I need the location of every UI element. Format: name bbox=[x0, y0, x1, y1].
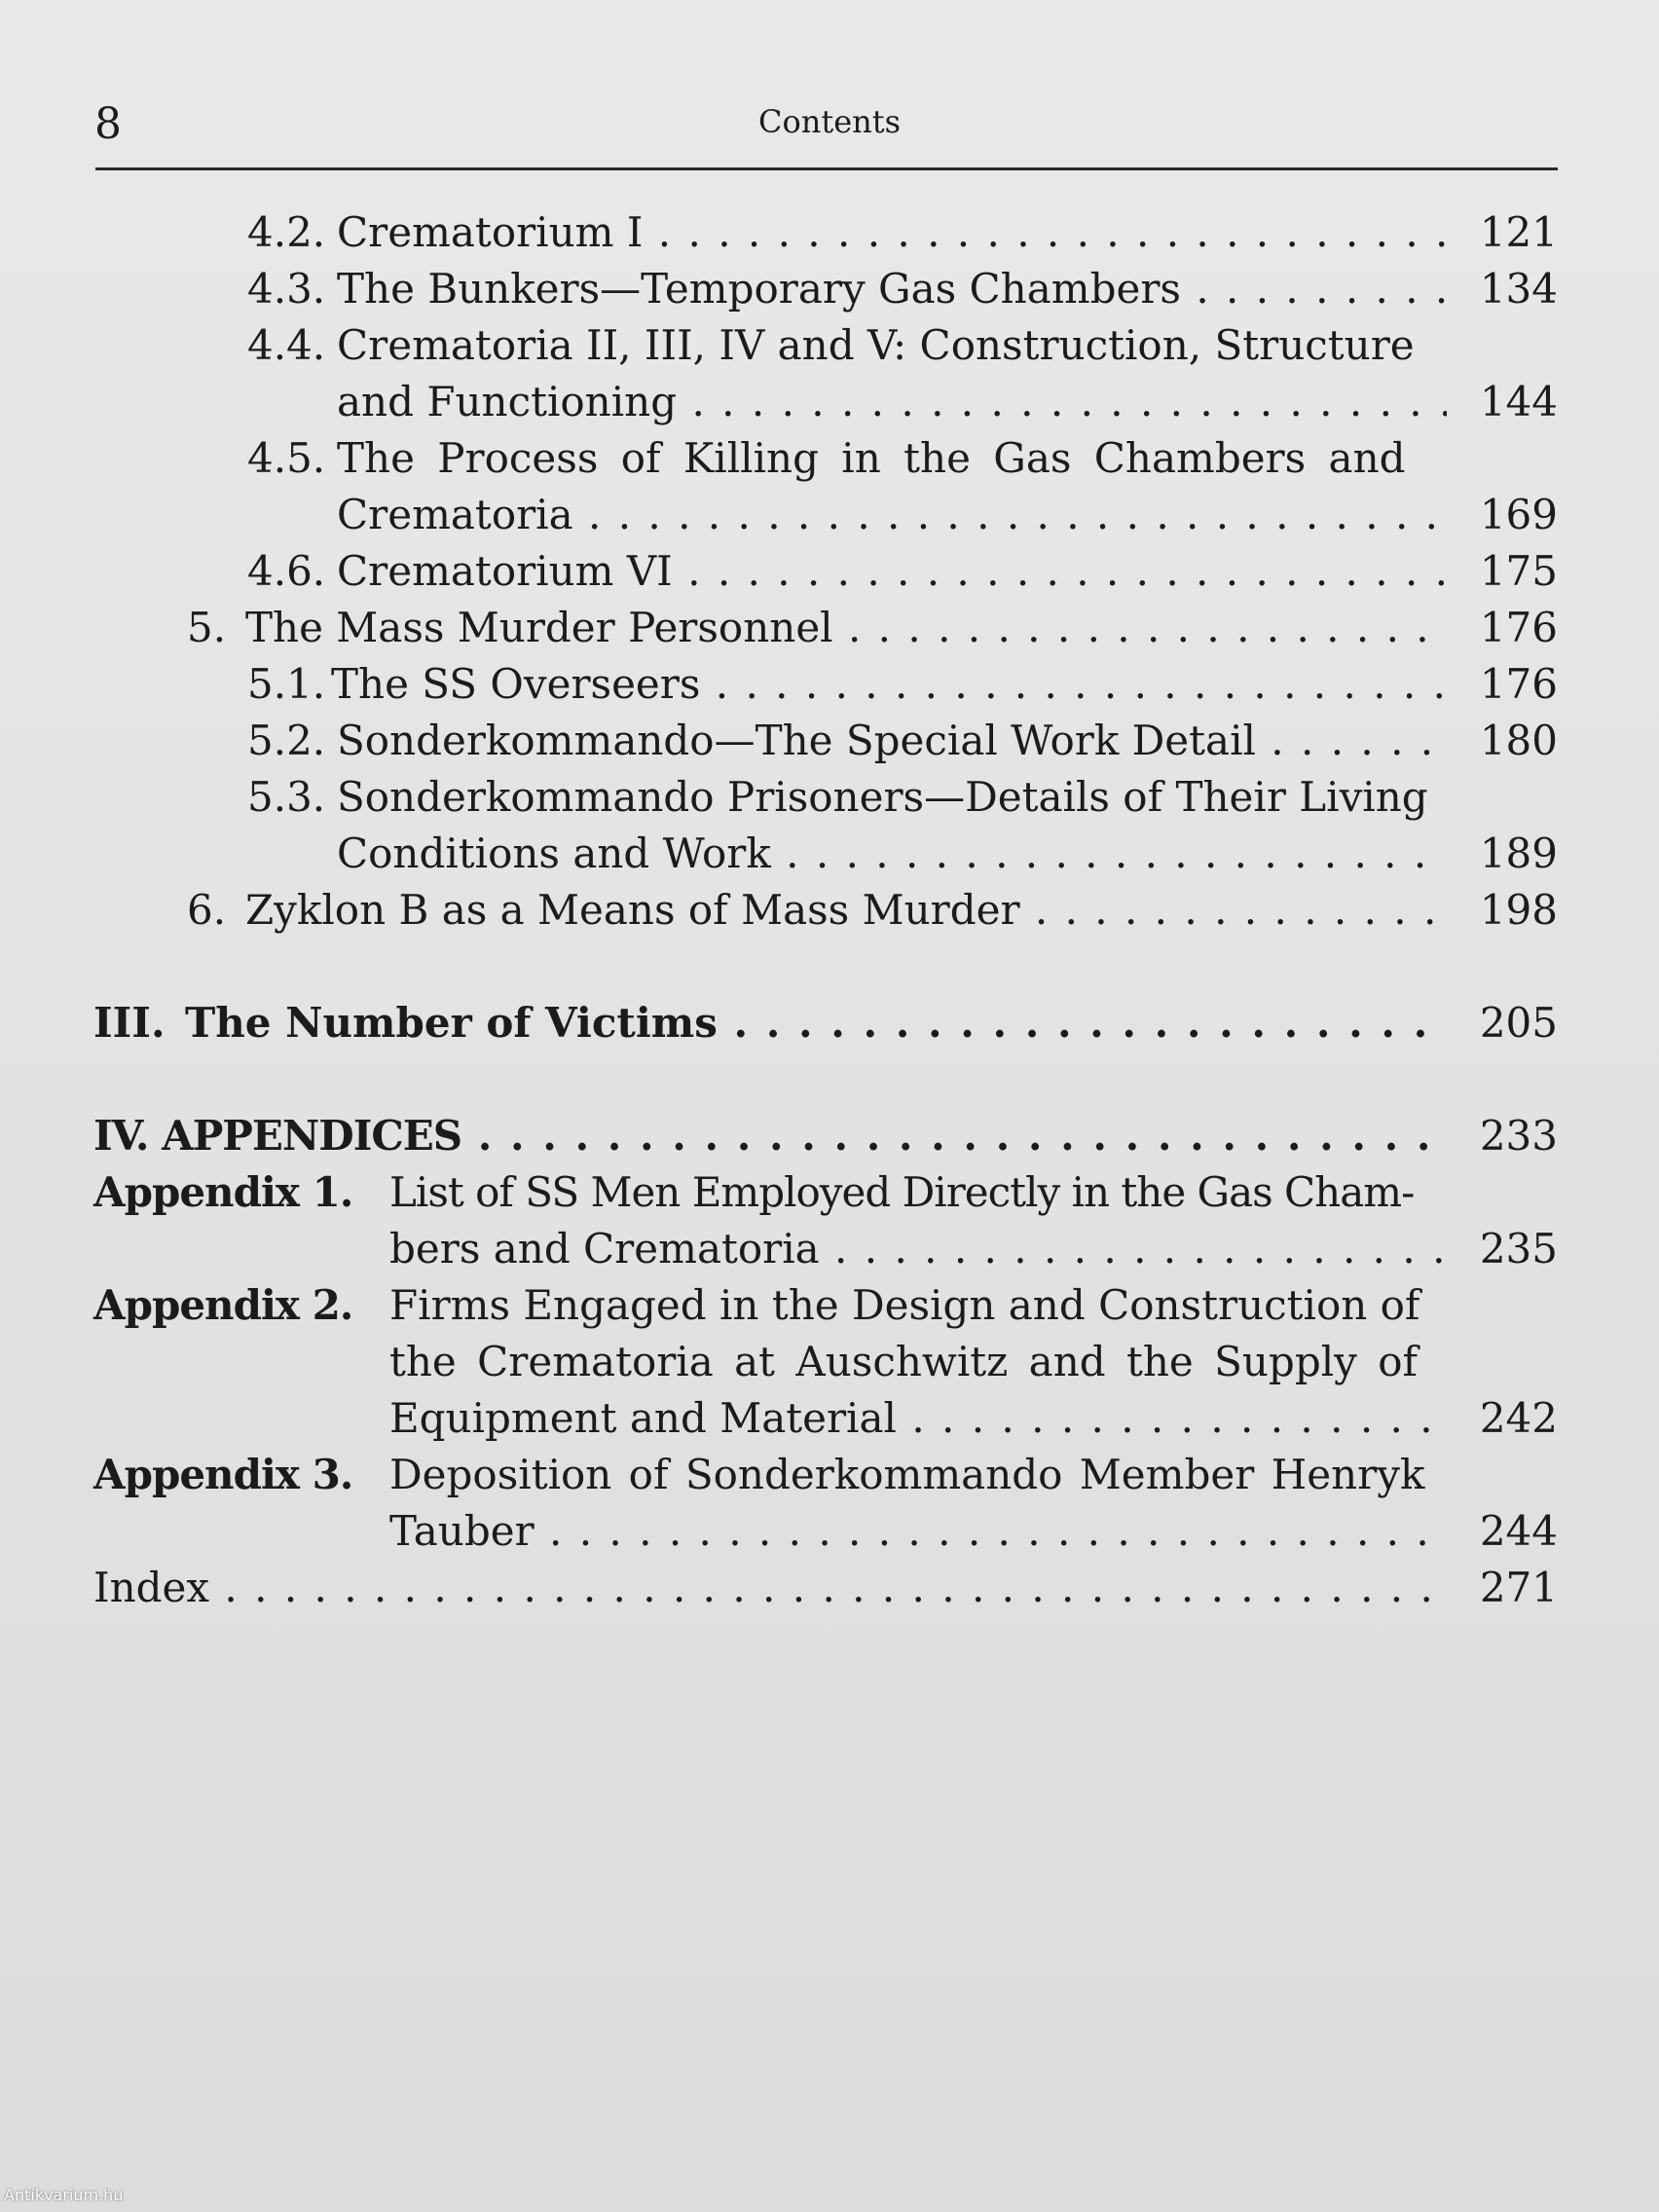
entry-page: 175 bbox=[1479, 547, 1558, 595]
entry-title: Deposition of Sonderkommando Member Henryk bbox=[389, 1451, 1425, 1498]
entry-title: IV. APPENDICES . . . bbox=[93, 1108, 1447, 1164]
entry-title: Firms Engaged in the Design and Construction of bbox=[389, 1281, 1420, 1329]
entry-number: 5. bbox=[187, 604, 227, 651]
toc-entry bbox=[0, 769, 1659, 826]
entry-title: Zyklon B as a Means of Mass Murder . . . bbox=[245, 882, 1447, 939]
entry-page: 242 bbox=[1479, 1394, 1558, 1442]
entry-number: 4.5. bbox=[247, 434, 326, 482]
toc-entry bbox=[0, 430, 1659, 487]
toc-entry bbox=[0, 487, 1659, 543]
entry-page: 121 bbox=[1479, 208, 1558, 256]
toc-entry bbox=[0, 1164, 1659, 1221]
header-rule bbox=[95, 167, 1558, 170]
entry-number: 4.6. bbox=[247, 547, 326, 595]
entry-title: The Process of Killing in the Gas Chambers and bbox=[337, 434, 1406, 482]
entry-number: 4.4. bbox=[247, 321, 326, 369]
entry-number: 6. bbox=[187, 886, 227, 934]
entry-title: Equipment and Material . . . bbox=[389, 1390, 1447, 1447]
entry-number: Appendix 2. bbox=[93, 1281, 353, 1329]
entry-number: 5.3. bbox=[247, 773, 326, 821]
toc-entry bbox=[0, 261, 1659, 317]
toc-entry bbox=[0, 374, 1659, 430]
entry-page: 134 bbox=[1479, 265, 1558, 313]
entry-title: Sonderkommando—The Special Work Detail . . . bbox=[337, 713, 1447, 769]
entry-page: 244 bbox=[1479, 1507, 1558, 1555]
entry-title: List of SS Men Employed Directly in the Gas Cham- bbox=[389, 1168, 1415, 1216]
entry-page: 180 bbox=[1479, 717, 1558, 764]
toc-entry bbox=[0, 204, 1659, 261]
entry-number: 4.2. bbox=[247, 208, 326, 256]
toc-entry bbox=[0, 1277, 1659, 1334]
entry-title: The Number of Victims . . . bbox=[185, 995, 1447, 1051]
entry-page: 189 bbox=[1479, 830, 1558, 877]
toc-entry bbox=[0, 826, 1659, 882]
entry-title: Sonderkommando Prisoners—Details of Their Living bbox=[337, 773, 1428, 821]
toc-entry bbox=[0, 1560, 1659, 1616]
toc-entry bbox=[0, 1447, 1659, 1503]
entry-page: 176 bbox=[1479, 660, 1558, 708]
toc-section bbox=[0, 995, 1659, 1051]
entry-title: and Functioning . . . bbox=[337, 374, 1447, 430]
toc bbox=[0, 204, 1659, 1616]
entry-page: 233 bbox=[1479, 1112, 1558, 1160]
toc-entry bbox=[0, 882, 1659, 939]
entry-title: the Crematoria at Auschwitz and the Supply of bbox=[389, 1338, 1419, 1385]
toc-entry bbox=[0, 656, 1659, 713]
entry-page: 205 bbox=[1479, 999, 1558, 1047]
entry-title: bers and Crematoria . . . bbox=[389, 1221, 1447, 1277]
entry-title: Tauber . . . bbox=[389, 1503, 1447, 1560]
entry-number: III. bbox=[93, 999, 166, 1047]
entry-title: The Mass Murder Personnel . . . bbox=[245, 600, 1447, 656]
entry-number: 5.2. bbox=[247, 717, 326, 764]
entry-title: The SS Overseers . . . bbox=[331, 656, 1447, 713]
entry-title: The Bunkers—Temporary Gas Chambers . . . bbox=[337, 261, 1447, 317]
entry-page: 144 bbox=[1479, 378, 1558, 425]
entry-page: 235 bbox=[1479, 1225, 1558, 1272]
entry-title: Crematoria II, III, IV and V: Construction, Structure bbox=[337, 321, 1415, 369]
toc-entry bbox=[0, 1503, 1659, 1560]
entry-title: Crematoria . . . bbox=[337, 487, 1447, 543]
entry-title: Crematorium VI . . . bbox=[337, 543, 1447, 600]
entry-number: Appendix 1. bbox=[93, 1168, 353, 1216]
entry-page: 198 bbox=[1479, 886, 1558, 934]
toc-entry bbox=[0, 1334, 1659, 1390]
entry-title: Crematorium I . . . bbox=[337, 204, 1447, 261]
entry-page: 169 bbox=[1479, 491, 1558, 538]
entry-page: 176 bbox=[1479, 604, 1558, 651]
toc-entry bbox=[0, 1221, 1659, 1277]
entry-title: Index . . . bbox=[93, 1560, 1447, 1616]
toc-section bbox=[0, 1108, 1659, 1164]
toc-entry bbox=[0, 317, 1659, 374]
entry-page: 271 bbox=[1479, 1564, 1558, 1611]
toc-entry bbox=[0, 1390, 1659, 1447]
entry-number: Appendix 3. bbox=[93, 1451, 353, 1498]
toc-entry bbox=[0, 713, 1659, 769]
entry-number: 4.3. bbox=[247, 265, 326, 313]
watermark: Antikvarium.hu bbox=[4, 2186, 124, 2204]
toc-entry bbox=[0, 600, 1659, 656]
entry-number: 5.1. bbox=[247, 660, 326, 708]
running-head: Contents bbox=[757, 103, 902, 140]
page-number: 8 bbox=[94, 99, 122, 149]
toc-entry bbox=[0, 543, 1659, 600]
entry-title: Conditions and Work . . . bbox=[337, 826, 1447, 882]
